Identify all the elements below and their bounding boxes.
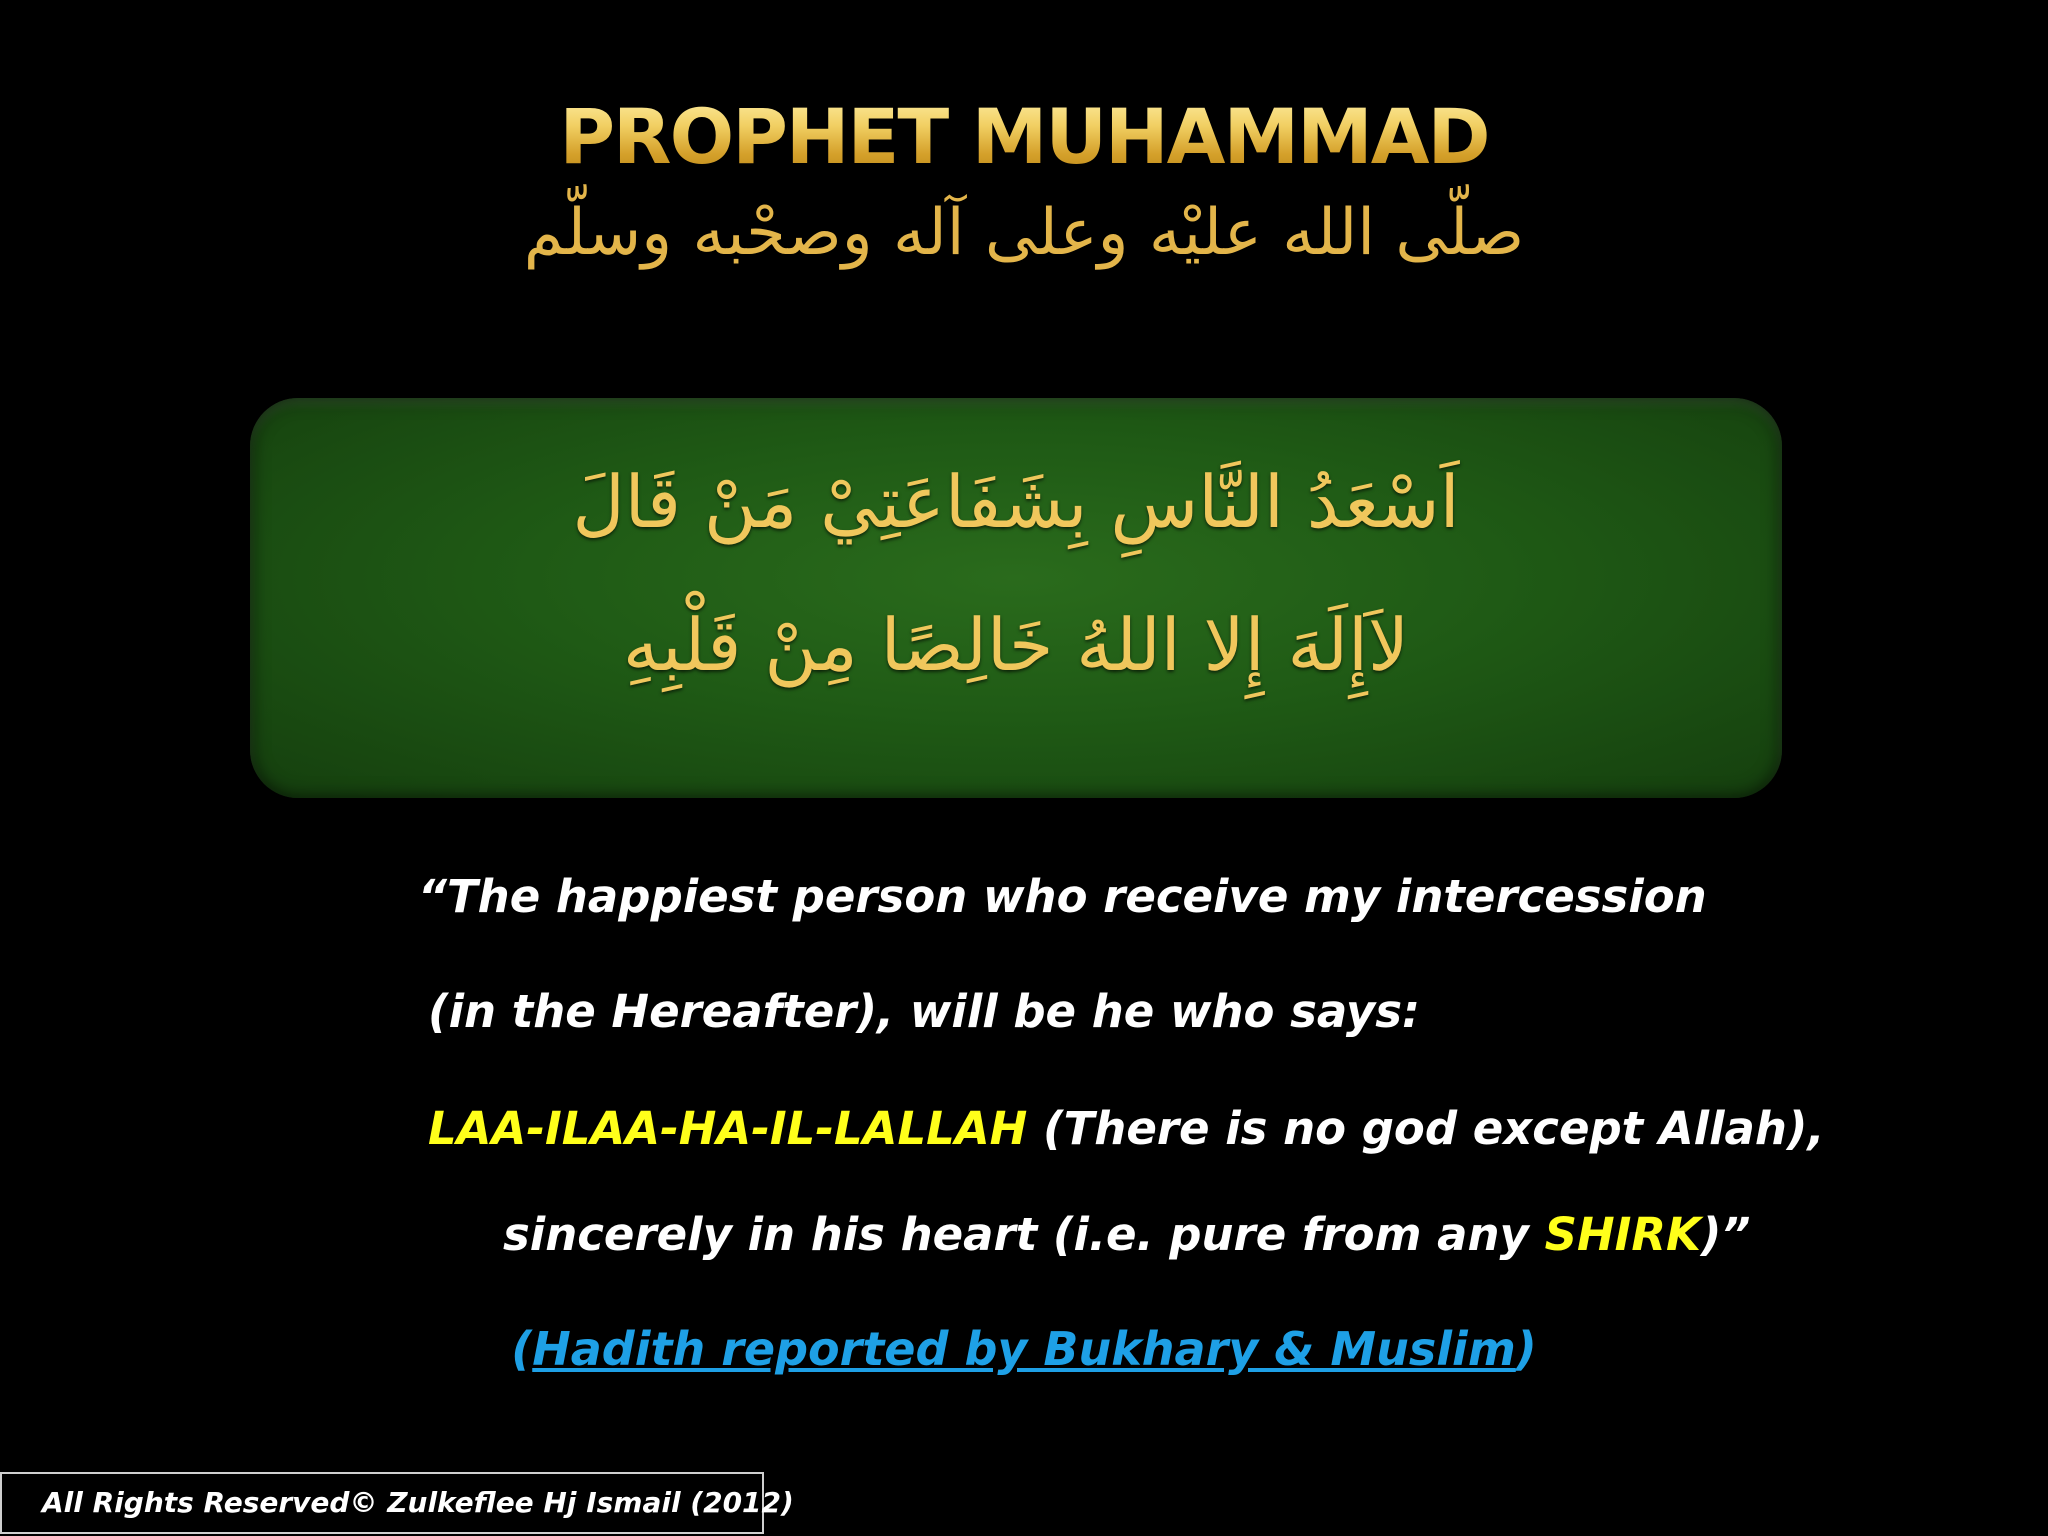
hadith-arabic-line-1: اَسْعَدُ النَّاسِ بِشَفَاعَتِيْ مَنْ قَالَ	[572, 460, 1460, 544]
copyright-box	[0, 1472, 794, 1534]
hadith-source	[0, 1322, 2048, 1376]
hadith-arabic-panel	[250, 398, 1782, 798]
source-close-paren: )	[1515, 1322, 1537, 1376]
salawat-arabic: صلّى الله عليْه وعلى آله وصحْبه وسلّم	[523, 196, 1525, 270]
shirk-highlight: SHIRK	[1544, 1208, 1701, 1261]
translation-line-4-start: sincerely in his heart (i.e. pure from any	[503, 1208, 1545, 1261]
translation-line-4	[503, 1208, 1750, 1261]
shahada-meaning: (There is no god except Allah),	[1027, 1102, 1825, 1155]
translation-line-3	[428, 1102, 1825, 1155]
hadith-arabic-line-2: لاَإِلَهَ إِلا اللهُ خَالِصًا مِنْ قَلْبِهِ	[622, 603, 1410, 687]
copyright-text: All Rights Reserved© Zulkeflee Hj Ismail (2012)	[42, 1486, 794, 1519]
translation-line-1: “The happiest person who receive my intercession	[418, 870, 1707, 923]
translation-line-2: (in the Hereafter), will be he who says:	[428, 985, 1421, 1038]
shahada-highlight: LAA-ILAA-HA-IL-LALLAH	[428, 1102, 1028, 1155]
source-open-paren: (	[511, 1322, 533, 1376]
hadith-source-link[interactable]: Hadith reported by Bukhary & Muslim	[532, 1322, 1516, 1376]
translation-line-4-end: )”	[1700, 1208, 1751, 1261]
page-title: PROPHET MUHAMMAD	[0, 92, 2048, 181]
